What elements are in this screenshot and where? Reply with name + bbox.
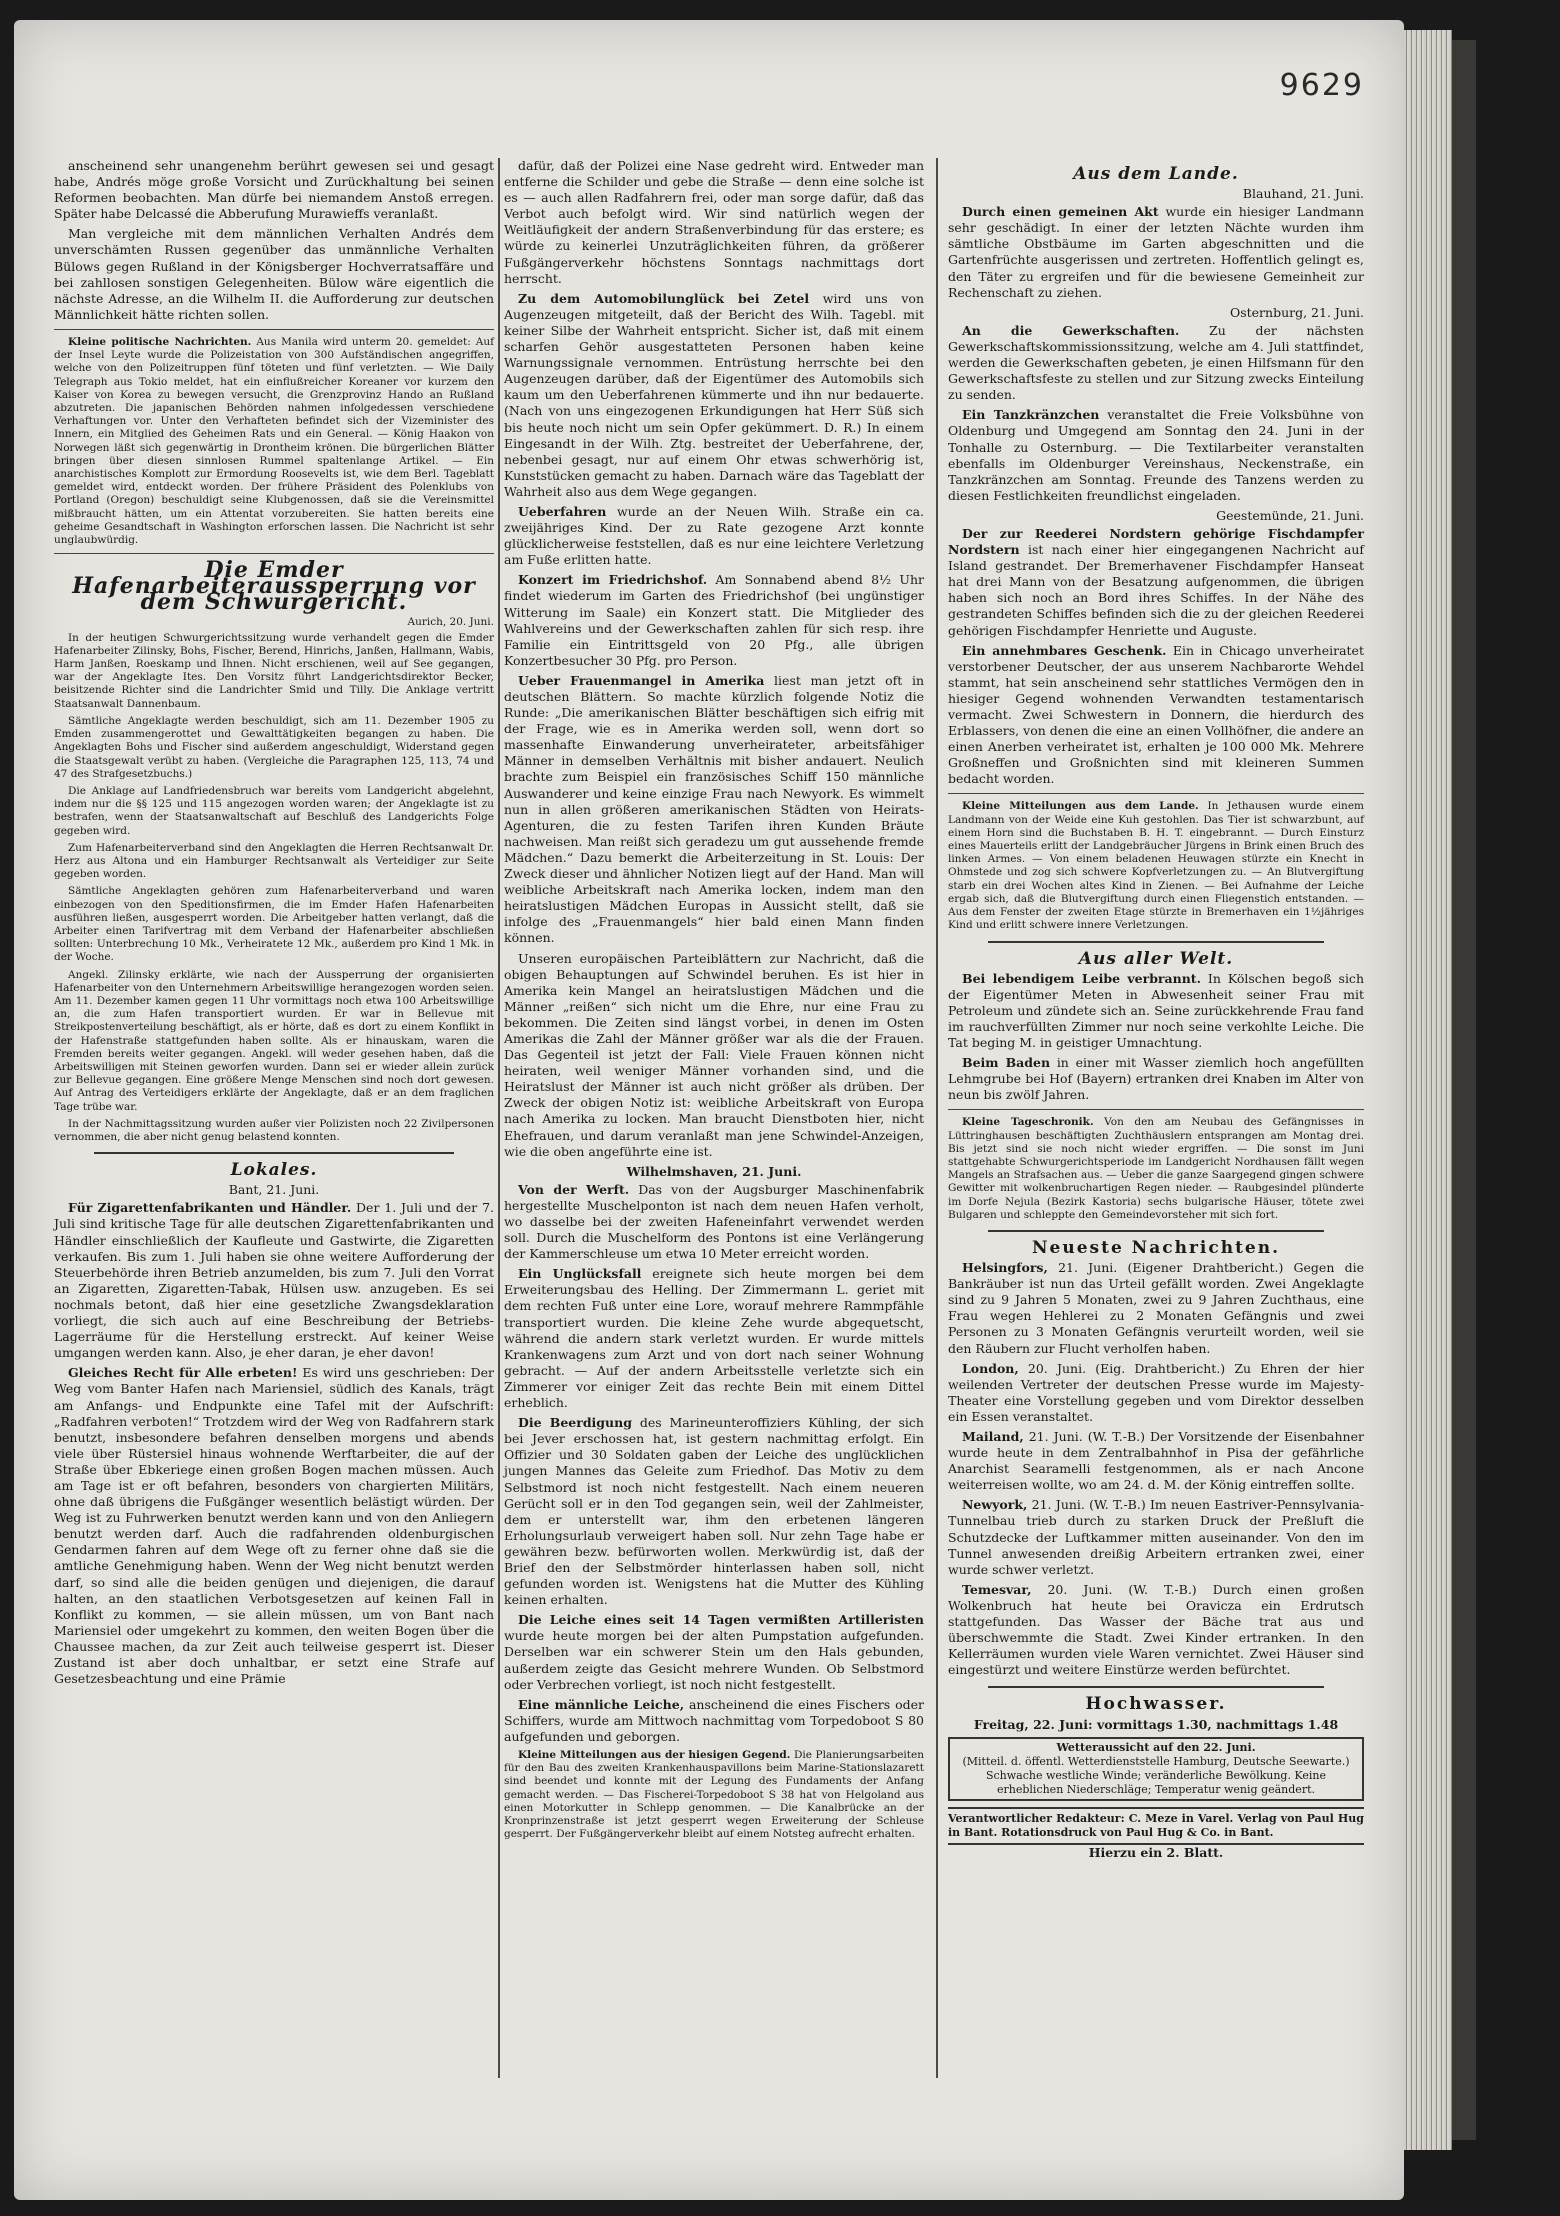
article-text: [54, 1200, 494, 1361]
article-text: [948, 1429, 1364, 1493]
short-news: [54, 336, 494, 547]
column-rule: [936, 158, 938, 2078]
article-text: Die Anklage auf Landfriedensbruch war bereits vom Landgericht abgelehnt, indem nur die §§ 125 und 115 angezogen worden waren; der Angeklagte ist zu bestrafen, wenn der Staatsanwaltschaft auf Beschluß des Landgerichts Folge gegeben wird.: [54, 784, 494, 837]
article-body: 21. Juni. (W. T.-B.) Im neuen Eastriver-Pennsylvania-Tunnelbau trieb durch zu starken Druck der Preßluft die Schutzdecke der Luftkammer mitten auseinander. Von den im Tunnel anwesenden dreißig Arbeitern ertranken zwei, einer wurde schwer verletzt.: [948, 1497, 1364, 1577]
article-body: liest man jetzt oft in deutschen Blättern. So machte kürzlich folgende Notiz die Runde: „Die amerikanischen Blätter beschäftigen sich eifrig mit der Frage, wie es in Amerika werden soll, wenn dort so massenhafte Einwanderung unverheirateter, arbeitsfähiger Männer in demselben Verhältnis mit bisher andauert. Neulich brachte zum Beispiel ein französisches Schiff 150 männliche Auswanderer und keine einzige Frau nach Newyork. Es wimmelt nun in allen größeren amerikanischen Städten von Heirats-Agenturen, die zu festen Tarifen ihren Kunden Bräute nachweisen. Man reißt sich geradezu um gut aussehende fremde Mädchen.“ Dazu bemerkt die Arbeiterzeitung in St. Louis: Der Zweck dieser und ähnlicher Notizen liegt auf der Hand. Man will weibliche Arbeitskraft nach Amerika locken, indem man den heiratslustigen Mädchen Europas in Aussicht stellt, daß sie infolge des „Frauenmangels“ hier bald einen Mann finden können.: [504, 672, 924, 946]
newspaper-page: [14, 20, 1404, 2200]
article-lead: An die Gewerkschaften.: [962, 322, 1180, 338]
article-text: Man vergleiche mit dem männlichen Verhalten Andrés dem unverschämten Russen gegenüber das unmännliche Verhalten Bülows gegen Rußland in der Königsberger Hochverratsaffäre und bei zahllosen sonstigen Gelegenheiten. Bülow wäre eigentlich die nächste Adresse, an die Wilhelm II. die Aufforderung zur deutschen Männlichkeit hätte richten sollen.: [54, 226, 494, 322]
article-body: Am Sonnabend abend 8½ Uhr findet wiederum im Garten des Friedrichshof (bei ungünstiger Witterung im Saale) ein Konzert statt. Die Mitglieder des Wahlvereins und der Gewerkschaften zahlen für sich resp. ihre Familie ein Eintrittsgeld von 20 Pfg., alle übrigen Konzertbesucher 30 Pfg. pro Person.: [504, 572, 924, 668]
article-lead: Zu dem Automobilunglück bei Zetel: [518, 290, 810, 306]
article-lead: Temesvar,: [962, 1581, 1032, 1597]
dateline: Geestemünde, 21. Juni.: [1216, 507, 1364, 523]
section-heading: Aus aller Welt.: [1078, 948, 1234, 969]
article-text: dafür, daß der Polizei eine Nase gedreht wird. Entweder man entferne die Schilder und gebe die Straße — denn eine solche ist es — auch allen Radfahrern frei, oder man sorge dafür, daß das Verbot auch befolgt wird. Wir sind natürlich wegen der Weitläufigkeit der andern Straßenverbindung für das erstere; es würde zu keinerlei Unzuträglichkeiten führen, da größerer Fußgängerverkehr höchstens Sonntags nachmittags dort herrscht.: [504, 158, 924, 286]
column-3: [948, 158, 1364, 1865]
dateline: Wilhelmshaven, 21. Juni.: [626, 1163, 802, 1179]
column-rule: [498, 158, 500, 2078]
article-text: [948, 1055, 1364, 1103]
article-body: Es wird uns geschrieben: Der Weg vom Banter Hafen nach Mariensiel, südlich des Kanals, trägt am Anfangs- und Endpunkte eine Tafel mit der Aufschrift: „Radfahren verboten!“ Trotzdem wird der Weg von Radfahrern stark benutzt, insbesondere befahren denselben morgens und abends viele über Rüstersiel hinaus wohnende Werftarbeiter, die auf der Straße über Ebkeriege einen großen Bogen machen müssen. Auch am Tage ist er oft befahren, besonders von chargierten Militärs, ohne daß übrigens die Fußgänger wesentlich belästigt würden. Der Weg ist zu Fuhrwerken benutzt werden kann und von den Anliegern benutzt werden darf. Auch die radfahrenden oldenburgischen Gendarmen fahren auf dem Wege oft zu ferner ohne daß sie die amtliche Genehmigung haben. Wenn der Weg nicht benutzt werden darf, so sind alle die beiden genügen und diejenigen, die darauf halten, an den staatlichen Verbotsgesetzen auf keinen Fall in Konflikt zu kommen, — sie allein müssen, um von Bant nach Mariensiel oder umgekehrt zu kommen, den weiten Bogen über die Chaussee machen, da zur Zeit auch teilweise gesperrt ist. Dieser Zustand ist aber doch unhaltbar, er setzt eine Strafe auf Gesetzesbeachtung und eine Prämie: [54, 1365, 494, 1687]
article-text: Sämtliche Angeklagte werden beschuldigt, sich am 11. Dezember 1905 zu Emden zusammengerottet und Gewalttätigkeiten begangen zu haben. Die Angeklagten Bohs und Fischer sind außerdem angeschuldigt, Widerstand gegen die Staatsgewalt verübt zu haben. (Vergleiche die Paragraphen 125, 113, 74 und 47 des Strafgesetzbuchs.): [54, 714, 494, 780]
short-news: [948, 1116, 1364, 1222]
article-lead: Kleine Tageschronik.: [962, 1116, 1094, 1129]
article-lead: Helsingfors,: [962, 1260, 1048, 1276]
article-body: 21. Juni. (W. T.-B.) Der Vorsitzende der Eisenbahner wurde heute in dem Zentralbahnhof in Pisa der gefährliche Anarchist Searamelli festgenommen, als er nach Ancone weiterreisen wollte, wo am 24. d. M. der König eintreffen sollte.: [948, 1429, 1364, 1493]
article-body: wurde an der Neuen Wilh. Straße ein ca. zweijähriges Kind. Der zu Rate gezogene Arzt konnte glücklicherweise feststellen, daß es nur eine leichtere Verletzung am Fuße erlitten hatte.: [504, 503, 924, 568]
article-lead: Gleiches Recht für Alle erbeten!: [68, 1365, 298, 1381]
article-text: [948, 526, 1364, 639]
short-news-heading: Kleine politische Nachrichten.: [68, 335, 252, 348]
article-text: [504, 1182, 924, 1262]
article-lead: Ein Unglücksfall: [518, 1266, 642, 1282]
article-body: Die Planierungsarbeiten für den Bau des zweiten Krankenhauspavillons beim Marine-Stationslazarett sind beendet und konnte mit der Legung des Fundaments der Anfang gemacht werden. — Das Fischerei-Torpedoboot S 38 hat von Helgoland aus einen Motorkutter in Schlepp genommen. — Die Kanalbrücke an der Kronprinzenstraße ist jetzt gesperrt wegen Erweiterung der Schleuse gesperrt. Der Fußgängerverkehr bleibt auf einem Notsteg aufrecht erhalten.: [504, 1749, 924, 1841]
article-headline: Die Emder Hafenarbeiteraussperrung vor dem Schwurgericht.: [72, 557, 476, 616]
article-lead: Konzert im Friedrichshof.: [518, 572, 708, 588]
article-text: [504, 673, 924, 947]
article-lead: Beim Baden: [962, 1055, 1051, 1071]
book-binding: [1452, 40, 1476, 2140]
divider: [948, 793, 1364, 794]
article-text: [504, 1415, 924, 1608]
article-lead: Ein annehmbares Geschenk.: [962, 642, 1167, 658]
article-text: In der Nachmittagssitzung wurden außer vier Polizisten noch 22 Zivilpersonen vernommen, die aber nicht genug belastend konnten.: [54, 1117, 494, 1143]
article-lead: Eine männliche Leiche,: [518, 1696, 685, 1712]
section-heading: Neueste Nachrichten.: [1031, 1237, 1281, 1258]
article-lead: Kleine Mitteilungen aus der hiesigen Gegend.: [518, 1749, 791, 1761]
article-text: [504, 504, 924, 568]
article-lead: London,: [962, 1360, 1019, 1376]
weather-text: Schwache westliche Winde; veränderliche Bewölkung. Keine erheblichen Niederschläge; Temperatur wenig geändert.: [985, 1768, 1327, 1796]
article-text: Zum Hafenarbeiterverband sind den Angeklagten die Herren Rechtsanwalt Dr. Herz aus Altona und ein Hamburger Rechtsanwalt als Verteidiger zur Seite gegeben worden.: [54, 841, 494, 881]
article-lead: Ein Tanzkränzchen: [962, 407, 1100, 423]
article-text: In der heutigen Schwurgerichtssitzung wurde verhandelt gegen die Emder Hafenarbeiter Zilinsky, Bohs, Fischer, Berend, Hinrichs, Janßen, Hallmann, Wabis, Harm Janßen, Roeskamp und Ihnen. Nicht erschienen, weil auf See gegangen, war der Angeklagte Ites. Den Vorsitz führt Landgerichtsdirektor Becker, beisitzende Richter sind die Landrichter Smid und Tilly. Die Anklage vertritt Staatsanwalt Dannenbaum.: [54, 631, 494, 710]
article-lead: Ueberfahren: [518, 503, 607, 519]
article-body: Von den am Neubau des Gefängnisses in Lüttringhausen beschäftigten Zuchthäuslern entsprangen am Montag drei. Bis jetzt sind sie noch nicht wieder ergriffen. — Die sonst im Juni stattgehabte Schwurgerichtsperiode im Landgericht Nordhausen fällt wegen Mangels an Strafsachen aus. — Ueber die ganze Saargegend gingen schwere Gewitter mit wolkenbruchartigen Regen nieder. — Raubgesindel plünderte im Dorfe Nejula (Bezirk Kastoria) sechs bulgarische Häuser, tötete zwei Bulgaren und schleppte den Gemeindevorsteher mit sich fort.: [948, 1116, 1364, 1221]
page-number: 9629: [1279, 68, 1364, 103]
article-body: ereignete sich heute morgen bei dem Erweiterungsbau des Helling. Der Zimmermann L. geriet mit dem rechten Fuß unter eine Lore, worauf mehrere Rammpfähle transportiert wurden. Die kleine Zehe wurde abgequetscht, während die andern stark verletzt wurden. Er wurde mittels Krankenwagens zum Arzt und von dort nach seiner Wohnung gebracht. — Auf der andern Arbeitsstelle verletzte sich ein Zimmerer vor einiger Zeit das rechte Bein mit einem Dittel erheblich.: [504, 1266, 924, 1411]
article-body: 20. Juni. (Eig. Drahtbericht.) Zu Ehren der hier weilenden Vertreter der deutschen Presse wurde im Majesty-Theater eine Vorstellung gegeben und vom Direktor desselben ein Essen veranstaltet.: [948, 1360, 1364, 1424]
dateline: Aurich, 20. Juni.: [407, 616, 494, 629]
article-text: anscheinend sehr unangenehm berührt gewesen sei und gesagt habe, Andrés möge große Vorsicht und Zurückhaltung bei seinen Reformen beobachten. Man dürfe bei niemandem Anstoß erregen. Später habe Delcassé die Abberufung Murawieffs veranlaßt.: [54, 158, 494, 222]
divider: [948, 1109, 1364, 1110]
article-body: Das von der Augsburger Maschinenfabrik hergestellte Muschelponton ist nach dem neuen Hafen verholt, wo dasselbe bei der zweiten Hafeneinfahrt verwendet werden soll. Durch die Muschelform des Pontons ist eine Verlängerung der Kammerschleuse um etwa 10 Meter erreicht worden.: [504, 1181, 924, 1262]
weather-source: (Mitteil. d. öffentl. Wetterdienststelle Hamburg, Deutsche Seewarte.): [962, 1754, 1350, 1768]
divider: [54, 553, 494, 554]
short-news-text: Aus Manila wird unterm 20. gemeldet: Auf der Insel Leyte wurde die Polizeistation von 300 Aufständischen angegriffen, welche von den Polizeitruppen fünf töteten und fünf verletzten. — Wie Daily Telegraph aus Tokio meldet, hat ein einflußreicher Koreaner vor kurzem den Kaiser von Korea zu bewegen versucht, die Grenzprovinz Hando an Rußland abzutreten. Die japanischen Behörden nahmen infolgedessen verschiedene Verhaftungen vor. Unter den Verhafteten befindet sich der Vizeminister des Innern, ein Mitglied des Geheimen Rats und ein General. — König Haakon von Norwegen läßt sich gegenwärtig in Drontheim krönen. Die bürgerlichen Blätter bringen über diesen sinnlosen Rummel spaltenlange Artikel. — Ein anarchistisches Komplott zur Ermordung Roosevelts ist, wie dem Berl. Tageblatt gemeldet wird, entdeckt worden. Der frühere Präsident des Polenklubs von Portland (Oregon) beschuldigt seine Klubgenossen, daß sie die Vereinsmittel mißbraucht hätten, um ein Attentat vorzubereiten. Sie hatten bereits eine geheime Gesandtschaft in Washington erforschen lassen. Die Nachricht ist sehr unglaubwürdig.: [54, 335, 494, 546]
section-heading: Aus dem Lande.: [1073, 164, 1239, 184]
article-lead: Durch einen gemeinen Akt: [962, 204, 1159, 220]
article-text: [948, 407, 1364, 504]
article-text: [504, 572, 924, 669]
article-text: Unseren europäischen Parteiblättern zur Nachricht, daß die obigen Behauptungen auf Schwindel beruhen. Es ist hier in Amerika kein Mangel an heiratslustigen Mädchen und die Männer „reißen“ sich nicht um die Ehre, nur eine Frau zu bekommen. Die Zeiten sind längst vorbei, in denen im Osten Amerikas die Zahl der Männer größer war als die der Frauen. Das Gegenteil ist jetzt der Fall: Viele Frauen können nicht heiraten, weil weniger Männer vorhanden sind, und die Heiratslust der Männer ist auch nicht größer als drüben. Der Zweck der obigen Notiz ist: weibliche Arbeitskraft von Europa nach Amerika zu locken. Man braucht Dienstboten hier, nicht Ehefrauen, und darum veranlaßt man jene Schwindel-Anzeigen, wie die oben angeführte eine ist.: [504, 950, 924, 1159]
article-text: Sämtliche Angeklagten gehören zum Hafenarbeiterverband und waren einbezogen von den Speditionsfirmen, die im Emder Hafen Hafenarbeiten ausführen ließen, ausgesperrt worden. Die Arbeitgeber hatten verlangt, daß die Arbeiter einen Tarifvertrag mit dem Verband der Hafenarbeiter abschließen sollten: Unterbrechung 10 Mk., Verheiratete 12 Mk., außerdem pro Kind 1 Mk. in der Woche.: [54, 885, 494, 964]
article-body: 21. Juni. (Eigener Drahtbericht.) Gegen die Bankräuber ist nun das Urteil gefällt worden. Zwei Angeklagte sind zu 9 Jahren 5 Monaten, zwei zu 9 Jahren Zuchthaus, eine Frau wegen Hehlerei zu 2 Monaten Gefängnis und zwei Personen zu 3 Monaten Gefängnis verurteilt worden, weil sie den Räubern zur Flucht verholfen haben.: [948, 1260, 1365, 1356]
article-body: ist nach einer hier eingegangenen Nachricht auf Island gestrandet. Der Bremerhavener Fischdampfer Hanseat hat drei Mann von der Besatzung aufgenommen, die übrigen haben sich noch an Bord ihres Schiffes. In der Nähe des gestrandeten Schiffes befinden sich die zu der gleichen Reederei gehörigen Fischdampfer Henriette und Auguste.: [948, 542, 1364, 638]
article-text: [948, 1497, 1364, 1577]
article-text: [54, 1365, 494, 1687]
article-text: [504, 291, 924, 500]
article-body: wird uns von Augenzeugen mitgeteilt, daß der Bericht des Wilh. Tagebl. mit keiner Silbe der Wahrheit entspricht. Sicher ist, daß mit einem scharfen Gehör ausgestatteten Personen haben keine Warnungssignale vernommen. Entrüstung herrschte bei den Augenzeugen darüber, daß der Eigentümer des Automobils sich kaum um den Ueberfahrenen kümmerte und ihn nur bedauerte. (Nach von uns eingezogenen Erkundigungen hat Herr Süß sich bis heute noch nicht um sein Opfer gekümmert. D. R.) In einem Eingesandt in der Wilh. Ztg. bestreitet der Ueberfahrene, der, nebenbei gesagt, nur auf einem Ohr etwas schwerhörig ist, Kunststücken gemacht zu haben. Darnach wäre das Tageblatt der Wahrheit also aus dem Wege gegangen.: [504, 290, 924, 499]
article-lead: Für Zigarettenfabrikanten und Händler.: [68, 1200, 352, 1216]
article-body: wurde ein hiesiger Landmann sehr geschädigt. In einer der letzten Nächte wurden ihm sämtliche Obstbäume im Garten abgeschnitten und die Gartenfrüchte ausgerissen und zertreten. Hoffentlich gelingt es, den Täter zu ergreifen und für die bewiesene Gemeinheit zur Rechenschaft zu ziehen.: [948, 204, 1365, 300]
divider: [54, 329, 494, 330]
imprint: Verantwortlicher Redakteur: C. Meze in Varel. Verlag von Paul Hug in Bant. Rotationsdruck von Paul Hug & Co. in Bant.: [948, 1807, 1364, 1845]
article-text: [948, 971, 1364, 1051]
short-news: [948, 800, 1364, 932]
article-lead: Ueber Frauenmangel in Amerika: [518, 672, 765, 688]
article-lead: Bei lebendigem Leibe verbrannt.: [962, 970, 1201, 986]
article-text: [948, 204, 1364, 301]
footer-note: Hierzu ein 2. Blatt.: [1088, 1844, 1224, 1860]
dateline: Bant, 21. Juni.: [228, 1182, 320, 1198]
article-body: In Kölschen begoß sich der Eigentümer Meten in Abwesenheit seiner Frau mit Petroleum und zündete sich an. Seine zurückkehrende Frau fand im rauchverfüllten Zimmer nur noch seine verkohlte Leiche. Die Tat beging M. in geistiger Umnachtung.: [948, 970, 1364, 1050]
article-body: Der 1. Juli und der 7. Juli sind kritische Tage für alle deutschen Zigarettenfabrikanten und Händler einschließlich der Kaufleute und Gastwirte, die Zigaretten verkaufen. Bis zum 1. Juli haben sie ohne weitere Aufforderung der Steuerbehörde ihren Betrieb anzumelden, bis zum 7. Juli den Vorrat an Zigaretten, Zigaretten-Tabak, Hülsen usw. anzugeben. Es sei nochmals betont, daß hier eine gesetzliche Zwangsdeklaration vorliegt, die sich auch auf eine Beschreibung der Betriebs-Lagerräume für die Herstellung erstreckt. Auf keiner Weise umgangen werden kann. Also, je eher daran, je eher davon!: [54, 1200, 494, 1361]
article-lead: Kleine Mitteilungen aus dem Lande.: [962, 800, 1199, 813]
article-body: In Jethausen wurde einem Landmann von der Weide eine Kuh gestohlen. Das Tier ist schwarzbunt, auf einem Horn sind die Buchstaben B. H. T. eingebrannt. — Durch Einsturz eines Mauerteils erlitt der Landgebräucher Jürgens in Brink einen Bruch des linken Armes. — Von einem beladenen Heuwagen stürzte ein Knecht in Ohmstede und zog sich schwere Kopfverletzungen zu. — An Blutvergiftung starb ein drei Wochen altes Kind in Zienen. — Bei Aufnahme der Leiche ergab sich, daß die Blutvergiftung durch einen Fliegenstich entstanden. — Aus dem Fenster der zweiten Etage stürzte in Bremerhaven ein 1½jähriges Kind und erlitt schwere innere Verletzungen.: [948, 800, 1364, 932]
tide-times: Freitag, 22. Juni: vormittags 1.30, nachmittags 1.48: [973, 1716, 1339, 1732]
article-body: in einer mit Wasser ziemlich hoch angefüllten Lehmgrube bei Hof (Bayern) ertranken drei Knaben im Alter von neun bis zwölf Jahren.: [948, 1055, 1364, 1103]
article-lead: Mailand,: [962, 1429, 1024, 1444]
article-body: 20. Juni. (W. T.-B.) Durch einen großen Wolkenbruch hat heute bei Oravicza ein Erdrutsch stattgefunden. Das Wasser der Bäche trat aus und überschwemmte die Stadt. Zwei Kinder ertranken. In den Kellerräumen wurden viele Waren vernichtet. Zwei Häuser sind eingestürzt und weitere Einstürze werden befürchtet.: [948, 1581, 1364, 1678]
dateline: Osternburg, 21. Juni.: [1229, 304, 1364, 320]
article-lead: Newyork,: [962, 1497, 1028, 1513]
article-text: [948, 323, 1364, 403]
section-heading: Hochwasser.: [1085, 1694, 1227, 1715]
divider: [988, 941, 1324, 943]
column-1: [54, 158, 494, 1691]
divider: [94, 1152, 454, 1154]
article-text: [504, 1612, 924, 1692]
weather-box: [948, 1737, 1364, 1801]
article-lead: Die Beerdigung: [518, 1415, 632, 1431]
article-body: Zu der nächsten Gewerkschaftskommissionssitzung, welche am 4. Juli stattfindet, werden die Gewerkschaften gebeten, je einen Hilfsmann für den Gewerkschaftsfeste zu stellen und zur Sitzung zwecks Einteilung zu senden.: [948, 322, 1364, 403]
column-2: [504, 158, 924, 1845]
article-body: des Marineunteroffiziers Kühling, der sich bei Jever erschossen hat, ist gestern nachmittag erfolgt. Ein Offizier und 30 Soldaten gaben der Leiche des unglücklichen jungen Mannes das Geleite zum Friedhof. Das Motiv zu dem Selbstmord ist noch nicht festgestellt. Nach einem neueren Gerücht soll er in den Tod gegangen sein, weil der Zahlmeister, dem er unterstellt war, ihm den erbetenen längeren Erholungsurlaub verweigert haben soll. Nur zehn Tage habe er gewähren bezw. befürworten wollen. Merkwürdig ist, daß der Brief den der Selbstmörder hinterlassen haben soll, nicht gefunden worden ist. Wenigstens hat die Mutter des Kühling keinen erhalten.: [504, 1415, 924, 1608]
divider: [988, 1686, 1324, 1688]
article-text: [948, 643, 1364, 788]
article-text: [948, 1260, 1364, 1357]
article-lead: Von der Werft.: [518, 1181, 630, 1197]
article-body: wurde heute morgen bei der alten Pumpstation aufgefunden. Derselben war ein schwerer Stein um den Hals gebunden, außerdem zeigte das Gesicht mehrere Wunden. Ob Selbstmord oder Verbrechen vorliegt, ist noch nicht festgestellt.: [504, 1628, 924, 1692]
article-text: [504, 1697, 924, 1745]
divider: [988, 1230, 1324, 1232]
section-heading-lokales: Lokales.: [230, 1160, 318, 1181]
article-lead: Der zur Reederei Nordstern gehörige Fischdampfer Nordstern: [948, 525, 1364, 558]
article-body: Ein in Chicago unverheiratet verstorbener Deutscher, der aus unserem Nachbarorte Wehdel stammt, hat sein anscheinend sehr stattliches Vermögen den in hiesiger Gegend wohnenden Verwandten testamentarisch vermacht. Zwei Schwestern in Donnern, die hierdurch des Erblassers, von denen die eine an einen Vollhöfner, die andere an einen Anerben verheiratet ist, erhalten je 100 000 Mk. Mehrere Großneffen und Großnichten sind mit kleineren Summen bedacht worden.: [948, 642, 1364, 787]
article-text: Angekl. Zilinsky erklärte, wie nach der Aussperrung der organisierten Hafenarbeiter von den Unternehmern Arbeitswillige herangezogen worden seien. Am 11. Dezember kamen gegen 11 Uhr vormittags noch etwa 100 Arbeitswillige an, die zum Hafen transportiert wurden. Er war in Bellevue mit Streikpostenverteilung beschäftigt, als er hörte, daß es dort zu einem Konflikt in der Hafenstraße stattgefunden haben sollte. Als er hinauskam, waren die Fremden bereits weiter gegangen. Angekl. will weder gesehen haben, daß die Arbeitswilligen mit Steinen geworfen wurden. Dann sei er wieder allein zurück zur Bellevue gegangen. Eine größere Menge Menschen sind noch dort gewesen. Auf Antrag des Verteidigers erklärte der Angeklagte, daß er an dem fraglichen Tage trübe war.: [54, 968, 494, 1113]
article-text: [948, 1582, 1364, 1679]
article-text: [504, 1266, 924, 1411]
short-news: [504, 1749, 924, 1841]
article-text: [948, 1361, 1364, 1425]
article-lead: Die Leiche eines seit 14 Tagen vermißten Artilleristen: [518, 1612, 924, 1628]
book-page-edges: [1404, 30, 1452, 2150]
dateline: Blauhand, 21. Juni.: [1242, 186, 1364, 202]
weather-heading: Wetteraussicht auf den 22. Juni.: [1056, 1740, 1256, 1754]
article-body: anscheinend die eines Fischers oder Schiffers, wurde am Mittwoch nachmittag vom Torpedoboot S 80 aufgefunden und geborgen.: [504, 1696, 924, 1744]
article-body: veranstaltet die Freie Volksbühne von Oldenburg und Umgegend am Sonntag den 24. Juni in der Tonhalle zu Osternburg. — Die Textilarbeiter veranstalten ebenfalls im Oldenburger Vereinshaus, Neckenstraße, ein Tanzkränzchen am Sonntag. Freunde des Tanzens werden zu diesen Festlichkeiten freundlichst eingeladen.: [948, 407, 1364, 503]
